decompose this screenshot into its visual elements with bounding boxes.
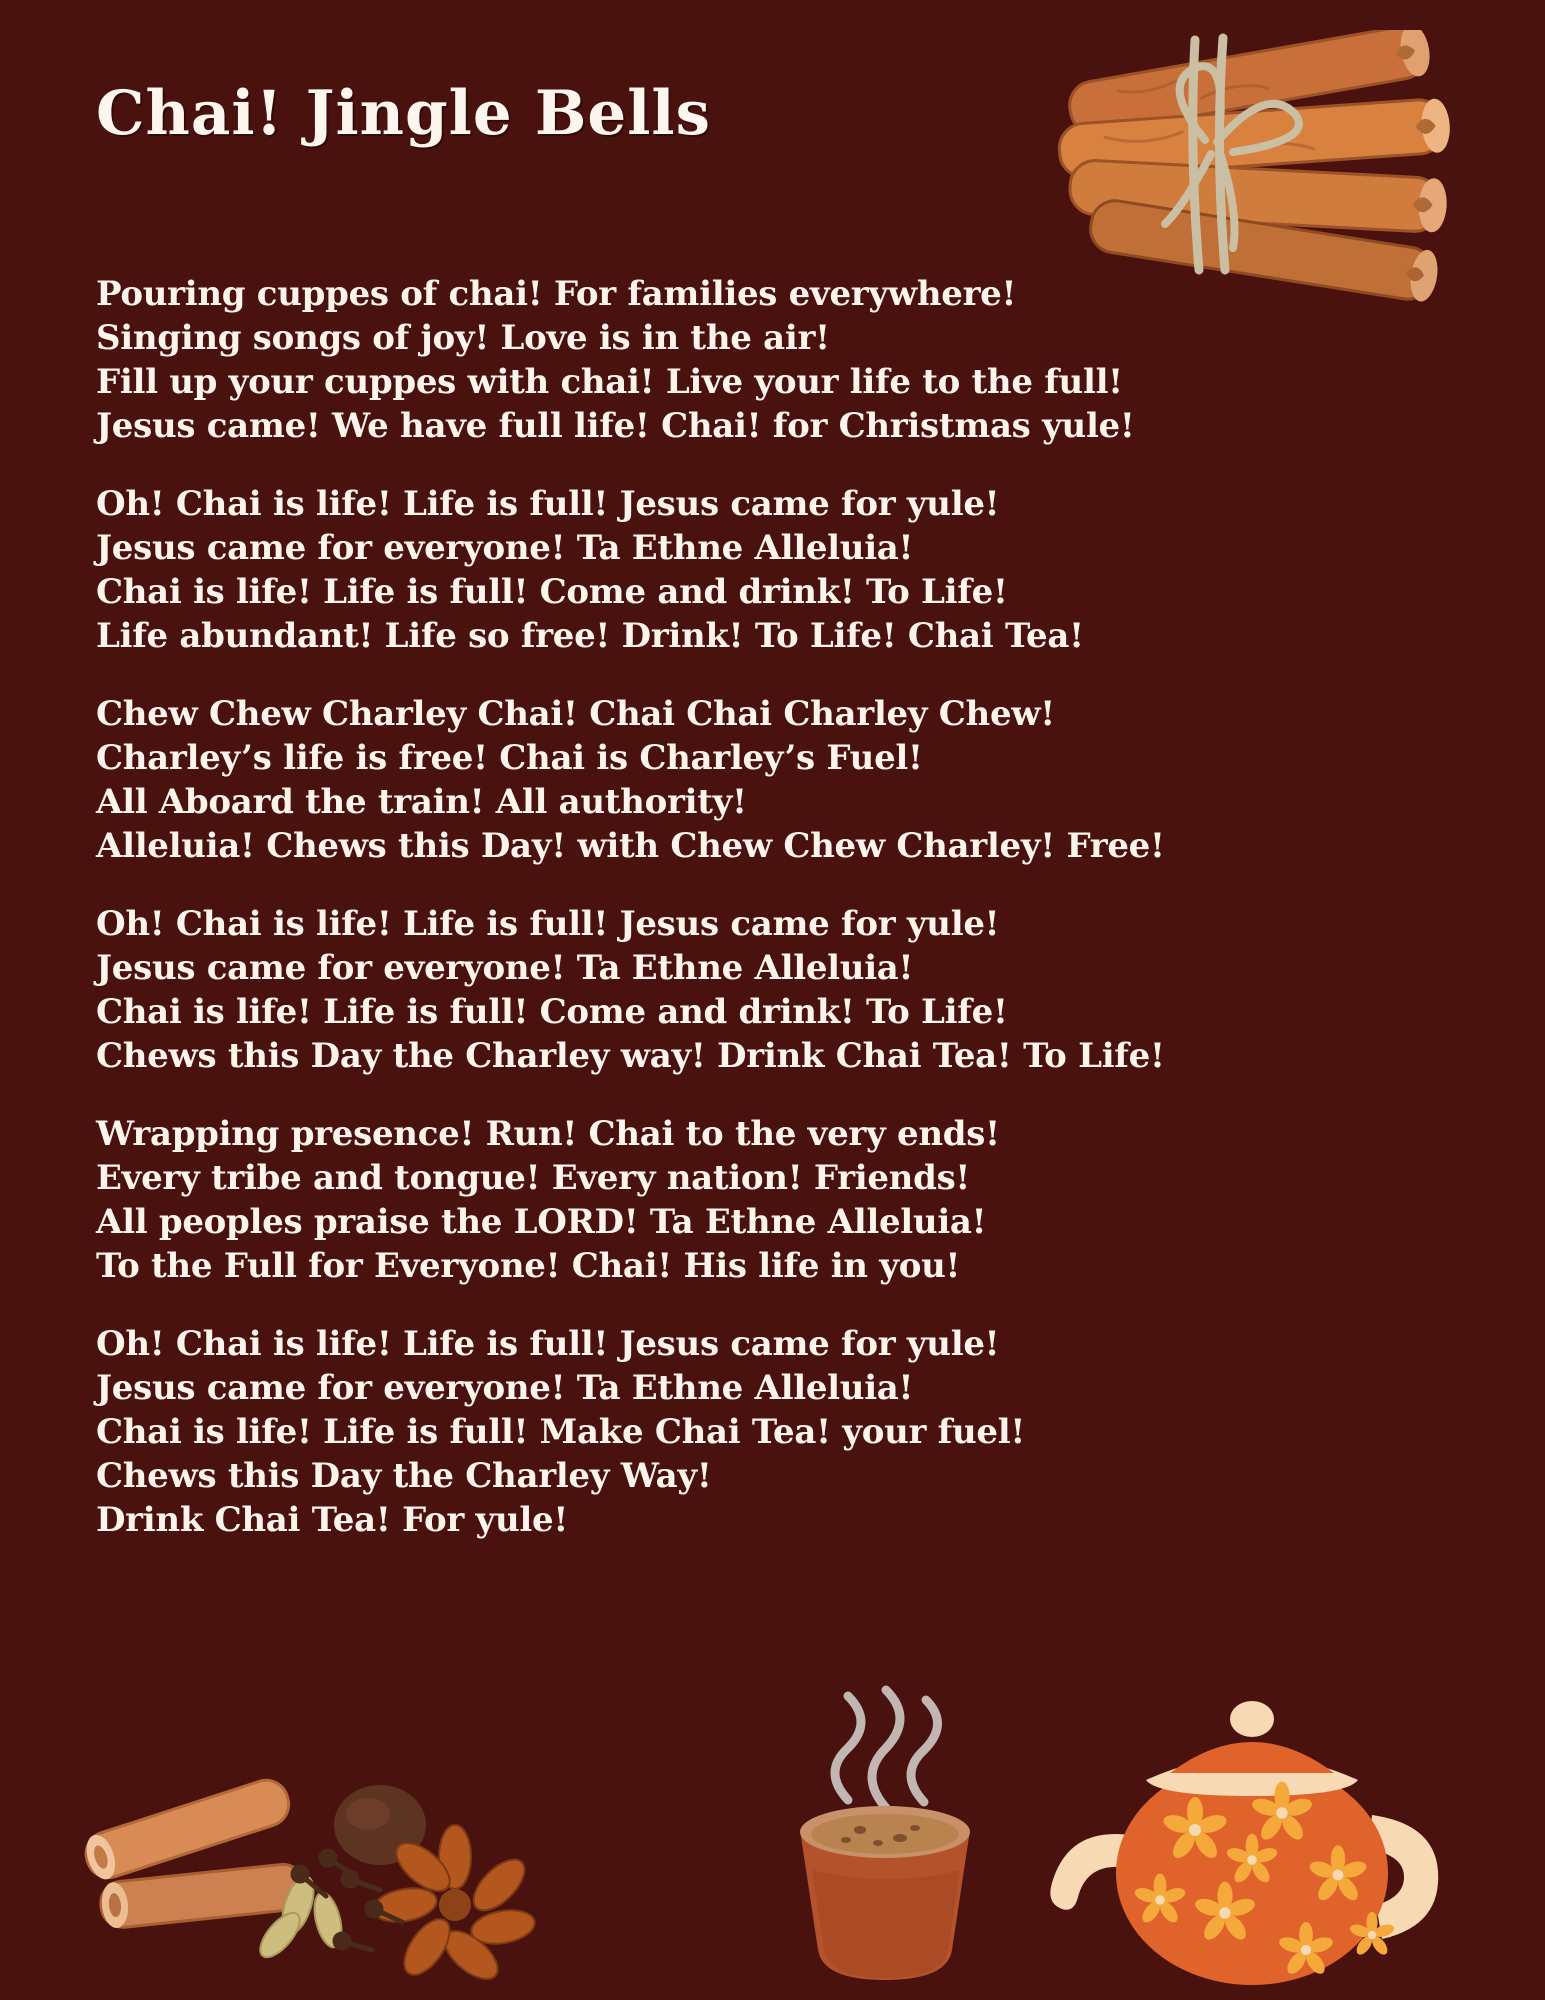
lyric-line: Jesus came for everyone! Ta Ethne Alleluia! bbox=[96, 1368, 914, 1408]
stanza-5 bbox=[96, 1112, 1476, 1288]
lyric-line: All Aboard the train! All authority! bbox=[96, 782, 747, 822]
lyric-line: Chai is life! Life is full! Come and drink! To Life! bbox=[96, 572, 1008, 612]
lyric-line: Charley’s life is free! Chai is Charley’s Fuel! bbox=[96, 738, 923, 778]
lyric-line: Oh! Chai is life! Life is full! Jesus came for yule! bbox=[96, 904, 1000, 944]
lyric-line: Pouring cuppes of chai! For families everywhere! bbox=[96, 274, 1017, 314]
spices-cinnamon-cloves-cardamom-star-anise-illustration bbox=[80, 1730, 550, 1990]
lyric-line: To the Full for Everyone! Chai! His life in you! bbox=[96, 1246, 961, 1286]
lyric-line: All peoples praise the LORD! Ta Ethne Alleluia! bbox=[96, 1202, 987, 1242]
lyric-line: Jesus came! We have full life! Chai! for Christmas yule! bbox=[96, 406, 1135, 446]
lyric-line: Chews this Day the Charley Way! bbox=[96, 1456, 712, 1496]
lyric-line: Oh! Chai is life! Life is full! Jesus came for yule! bbox=[96, 484, 1000, 524]
lyric-line: Singing songs of joy! Love is in the air! bbox=[96, 318, 830, 358]
lyric-line: Fill up your cuppes with chai! Live your life to the full! bbox=[96, 362, 1123, 402]
orange-floral-teapot-illustration bbox=[1020, 1645, 1490, 1995]
stanza-1 bbox=[96, 272, 1476, 448]
lyric-line: Wrapping presence! Run! Chai to the very ends! bbox=[96, 1114, 1000, 1154]
steaming-chai-cup-illustration bbox=[760, 1680, 1010, 1990]
stanza-2 bbox=[96, 482, 1476, 658]
lyric-line: Drink Chai Tea! For yule! bbox=[96, 1500, 568, 1540]
stanza-4 bbox=[96, 902, 1476, 1078]
lyric-line: Chai is life! Life is full! Come and drink! To Life! bbox=[96, 992, 1008, 1032]
lyric-line: Chai is life! Life is full! Make Chai Tea! your fuel! bbox=[96, 1412, 1025, 1452]
lyric-line: Jesus came for everyone! Ta Ethne Alleluia! bbox=[96, 528, 914, 568]
lyric-line: Chew Chew Charley Chai! Chai Chai Charley Chew! bbox=[96, 694, 1055, 734]
lyrics-body bbox=[96, 272, 1476, 1576]
lyric-line: Chews this Day the Charley way! Drink Chai Tea! To Life! bbox=[96, 1036, 1165, 1076]
lyric-line: Life abundant! Life so free! Drink! To Life! Chai Tea! bbox=[96, 616, 1084, 656]
lyric-line: Jesus came for everyone! Ta Ethne Alleluia! bbox=[96, 948, 914, 988]
lyric-line: Alleluia! Chews this Day! with Chew Chew Charley! Free! bbox=[96, 826, 1165, 866]
stanza-3 bbox=[96, 692, 1476, 868]
lyric-line: Oh! Chai is life! Life is full! Jesus came for yule! bbox=[96, 1324, 1000, 1364]
stanza-6 bbox=[96, 1322, 1476, 1542]
page-title: Chai! Jingle Bells bbox=[96, 78, 711, 149]
lyric-line: Every tribe and tongue! Every nation! Friends! bbox=[96, 1158, 971, 1198]
